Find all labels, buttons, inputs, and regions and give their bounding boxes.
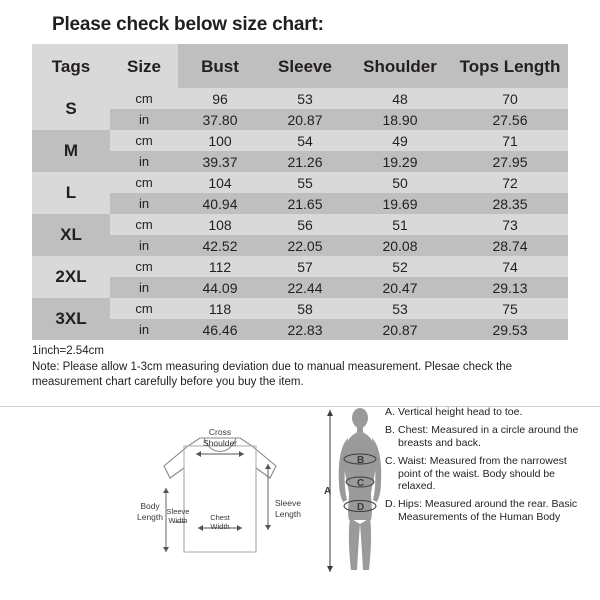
cell-length: 75 <box>452 298 568 319</box>
legend-text-c: Waist: Measured from the narrowest point of the waist. Body should be relaxed. <box>398 455 567 493</box>
header-size: Size <box>110 44 178 88</box>
cell-bust: 96 <box>178 88 262 109</box>
table-row <box>32 214 568 235</box>
label-body-length-line2: Length <box>137 512 163 522</box>
table-row <box>32 151 568 172</box>
table-row <box>32 277 568 298</box>
cell-sleeve: 57 <box>262 256 348 277</box>
cell-sleeve: 56 <box>262 214 348 235</box>
cell-bust: 46.46 <box>178 319 262 340</box>
cell-shoulder: 19.29 <box>348 151 452 172</box>
body-label-d: D <box>357 502 365 513</box>
cell-unit: cm <box>110 172 178 193</box>
legend-letter-b: B. <box>385 424 395 437</box>
cell-shoulder: 20.47 <box>348 277 452 298</box>
label-sleeve-length-line1: Sleeve <box>275 498 301 508</box>
measurement-legend <box>385 406 585 529</box>
header-sleeve: Sleeve <box>262 44 348 88</box>
body-label-b: B <box>357 455 365 466</box>
cell-length: 28.74 <box>452 235 568 256</box>
measurement-note-line1: Note: Please allow 1-3cm measuring deviation due to manual measurement. Plesae check the <box>32 361 513 373</box>
legend-letter-a: A. <box>385 406 395 418</box>
diagram-section <box>0 400 600 600</box>
cell-sleeve: 21.26 <box>262 151 348 172</box>
cell-unit: cm <box>110 88 178 109</box>
cell-shoulder: 51 <box>348 214 452 235</box>
cell-unit: in <box>110 277 178 298</box>
body-label-c: C <box>357 478 365 489</box>
label-chest-width-line2: Width <box>210 522 230 531</box>
label-sleeve-width-line2: Width <box>168 516 188 525</box>
table-header-row <box>32 44 568 88</box>
cell-shoulder: 20.87 <box>348 319 452 340</box>
cell-unit: in <box>110 319 178 340</box>
cell-length: 27.95 <box>452 151 568 172</box>
cell-sleeve: 58 <box>262 298 348 319</box>
cell-length: 74 <box>452 256 568 277</box>
legend-entry-a <box>385 406 585 418</box>
table-row <box>32 298 568 319</box>
table-row <box>32 319 568 340</box>
header-shoulder: Shoulder <box>348 44 452 88</box>
row-tag-l: L <box>32 172 110 214</box>
cell-unit: in <box>110 151 178 172</box>
cell-length: 29.53 <box>452 319 568 340</box>
cell-bust: 118 <box>178 298 262 319</box>
legend-entry-c <box>385 455 585 492</box>
row-tag-m: M <box>32 130 110 172</box>
cell-length: 29.13 <box>452 277 568 298</box>
cell-unit: cm <box>110 130 178 151</box>
header-bust: Bust <box>178 44 262 88</box>
cell-length: 73 <box>452 214 568 235</box>
notes-block <box>32 344 568 390</box>
label-chest-width-line1: Chest <box>210 513 230 522</box>
legend-entry-b <box>385 424 585 449</box>
label-sleeve-width-line1: Sleeve <box>166 507 190 516</box>
cell-bust: 39.37 <box>178 151 262 172</box>
legend-text-b: Chest: Measured in a circle around the breasts and back. <box>398 424 579 449</box>
row-tag-s: S <box>32 88 110 130</box>
header-tops-length: Tops Length <box>452 44 568 88</box>
cell-unit: in <box>110 235 178 256</box>
row-tag-xl: XL <box>32 214 110 256</box>
cell-sleeve: 21.65 <box>262 193 348 214</box>
cell-unit: cm <box>110 214 178 235</box>
cell-shoulder: 19.69 <box>348 193 452 214</box>
cell-unit: cm <box>110 298 178 319</box>
cell-bust: 104 <box>178 172 262 193</box>
body-label-a: A <box>324 486 332 497</box>
cell-length: 72 <box>452 172 568 193</box>
cell-bust: 40.94 <box>178 193 262 214</box>
cell-unit: cm <box>110 256 178 277</box>
cell-bust: 108 <box>178 214 262 235</box>
cell-shoulder: 20.08 <box>348 235 452 256</box>
cell-sleeve: 22.83 <box>262 319 348 340</box>
cell-sleeve: 22.44 <box>262 277 348 298</box>
cell-length: 28.35 <box>452 193 568 214</box>
table-row <box>32 172 568 193</box>
page-title: Please check below size chart: <box>52 14 324 35</box>
cell-shoulder: 48 <box>348 88 452 109</box>
measurement-note-line2: measurement chart carefully before you buy the item. <box>32 376 304 388</box>
row-tag-3xl: 3XL <box>32 298 110 340</box>
legend-entry-d <box>385 498 585 523</box>
cell-sleeve: 22.05 <box>262 235 348 256</box>
cell-length: 70 <box>452 88 568 109</box>
cell-length: 71 <box>452 130 568 151</box>
table-row <box>32 109 568 130</box>
legend-letter-d: D. <box>385 498 396 511</box>
cell-sleeve: 54 <box>262 130 348 151</box>
cell-shoulder: 49 <box>348 130 452 151</box>
cell-shoulder: 50 <box>348 172 452 193</box>
label-cross-shoulder-line1: Cross <box>208 427 232 437</box>
table-row <box>32 88 568 109</box>
label-sleeve-length-line2: Length <box>275 509 301 519</box>
table-row <box>32 256 568 277</box>
label-cross-shoulder-line2: Shoulder <box>202 438 238 448</box>
table-row <box>32 130 568 151</box>
legend-text-d: Hips: Measured around the rear. Basic Measurements of the Human Body <box>398 498 578 523</box>
legend-text-a: Vertical height head to toe. <box>398 406 523 418</box>
sweater-diagram <box>130 402 310 582</box>
legend-letter-c: C. <box>385 455 396 468</box>
row-tag-2xl: 2XL <box>32 256 110 298</box>
table-row <box>32 235 568 256</box>
cell-bust: 44.09 <box>178 277 262 298</box>
header-tags: Tags <box>32 44 110 88</box>
cell-bust: 42.52 <box>178 235 262 256</box>
cell-length: 27.56 <box>452 109 568 130</box>
cell-shoulder: 18.90 <box>348 109 452 130</box>
table-row <box>32 193 568 214</box>
cell-shoulder: 53 <box>348 298 452 319</box>
cell-unit: in <box>110 109 178 130</box>
cell-sleeve: 53 <box>262 88 348 109</box>
size-chart-table <box>32 44 568 340</box>
cell-sleeve: 20.87 <box>262 109 348 130</box>
cell-sleeve: 55 <box>262 172 348 193</box>
label-body-length-line1: Body <box>140 501 160 511</box>
cell-shoulder: 52 <box>348 256 452 277</box>
cell-unit: in <box>110 193 178 214</box>
cell-bust: 112 <box>178 256 262 277</box>
cell-bust: 100 <box>178 130 262 151</box>
cell-bust: 37.80 <box>178 109 262 130</box>
conversion-note: 1inch=2.54cm <box>32 345 104 357</box>
